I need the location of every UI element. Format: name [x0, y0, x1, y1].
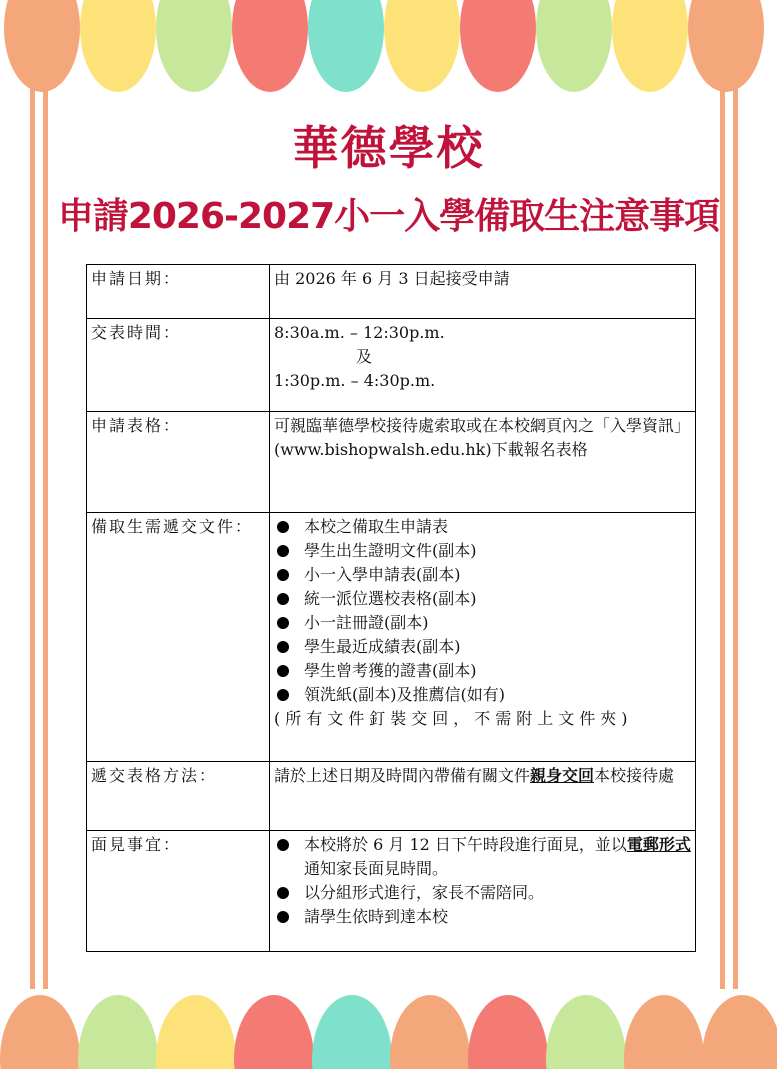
list-item: 小一註冊證(副本): [274, 611, 691, 635]
balloon-shape: [156, 0, 232, 92]
table-row: [87, 319, 696, 412]
table-row: [87, 831, 696, 952]
balloon-shape: [78, 995, 158, 1069]
interview-list: [274, 833, 691, 929]
balloon-shape: [688, 0, 764, 92]
notice-title: 申請2026-2027小一入學備取生注意事項: [57, 196, 720, 237]
table-row: [87, 513, 696, 762]
list-item: 請學生依時到達本校: [274, 905, 691, 929]
list-item: 以分組形式進行，家長不需陪同。: [274, 881, 691, 905]
balloon-shape: [308, 0, 384, 92]
list-item: 學生出生證明文件(副本): [274, 539, 691, 563]
balloon-border-bottom: [0, 969, 777, 1069]
balloon-shape: [624, 995, 704, 1069]
balloon-shape: [234, 995, 314, 1069]
list-item: 統一派位選校表格(副本): [274, 587, 691, 611]
balloon-shape: [390, 995, 470, 1069]
afternoon-session: 1:30p.m. – 4:30p.m.: [274, 371, 436, 390]
application-date-label: 申請日期：: [87, 265, 270, 319]
submission-method-value: [270, 762, 696, 831]
balloon-border-top: [0, 0, 777, 110]
application-date-value: 由 2026 年 6 月 3 日起接受申請: [270, 265, 696, 319]
balloon-shape: [612, 0, 688, 92]
balloon-shape: [0, 995, 80, 1069]
table-row: [87, 762, 696, 831]
and-text: 及: [355, 347, 372, 366]
submission-time-value: [270, 319, 696, 412]
in-person-emphasis: 親身交回: [530, 766, 595, 785]
list-item: [274, 833, 691, 881]
application-form-label: 申請表格：: [87, 412, 270, 513]
interview-label: 面見事宜：: [87, 831, 270, 952]
table-row: [87, 265, 696, 319]
balloon-shape: [546, 995, 626, 1069]
morning-session: 8:30a.m. – 12:30p.m.: [274, 323, 445, 342]
balloon-shape: [312, 995, 392, 1069]
list-item: 本校之備取生申請表: [274, 515, 691, 539]
submission-method-label: 遞交表格方法：: [87, 762, 270, 831]
documents-value: [270, 513, 696, 762]
balloon-shape: [460, 0, 536, 92]
balloon-shape: [232, 0, 308, 92]
balloon-shape: [702, 995, 777, 1069]
interview-text: 本校將於 6 月 12 日下午時段進行面見，並以: [304, 835, 627, 854]
info-table: [86, 264, 696, 952]
balloon-shape: [4, 0, 80, 92]
balloon-shape: [80, 0, 156, 92]
interview-text-end: 通知家長面見時間。: [304, 859, 449, 878]
list-item: 學生曾考獲的證書(副本): [274, 659, 691, 683]
submission-time-label: 交表時間：: [87, 319, 270, 412]
interview-value: [270, 831, 696, 952]
balloon-shape: [384, 0, 460, 92]
school-name: 華德學校: [292, 121, 485, 175]
application-form-value: 可親臨華德學校接待處索取或在本校網頁內之「入學資訊」(www.bishopwalsh.edu.hk)下載報名表格: [270, 412, 696, 513]
balloon-shape: [468, 995, 548, 1069]
documents-label: 備取生需遞交文件：: [87, 513, 270, 762]
documents-note: (所有文件釘裝交回，不需附上文件夾): [274, 709, 633, 728]
method-text-end: 本校接待處: [594, 766, 675, 785]
documents-list: [274, 515, 691, 707]
table-row: [87, 412, 696, 513]
list-item: 小一入學申請表(副本): [274, 563, 691, 587]
balloon-shape: [536, 0, 612, 92]
list-item: 學生最近成績表(副本): [274, 635, 691, 659]
email-emphasis: 電郵形式: [626, 835, 691, 854]
list-item: 領洗紙(副本)及推薦信(如有): [274, 683, 691, 707]
balloon-shape: [156, 995, 236, 1069]
method-text: 請於上述日期及時間內帶備有關文件: [274, 766, 531, 785]
